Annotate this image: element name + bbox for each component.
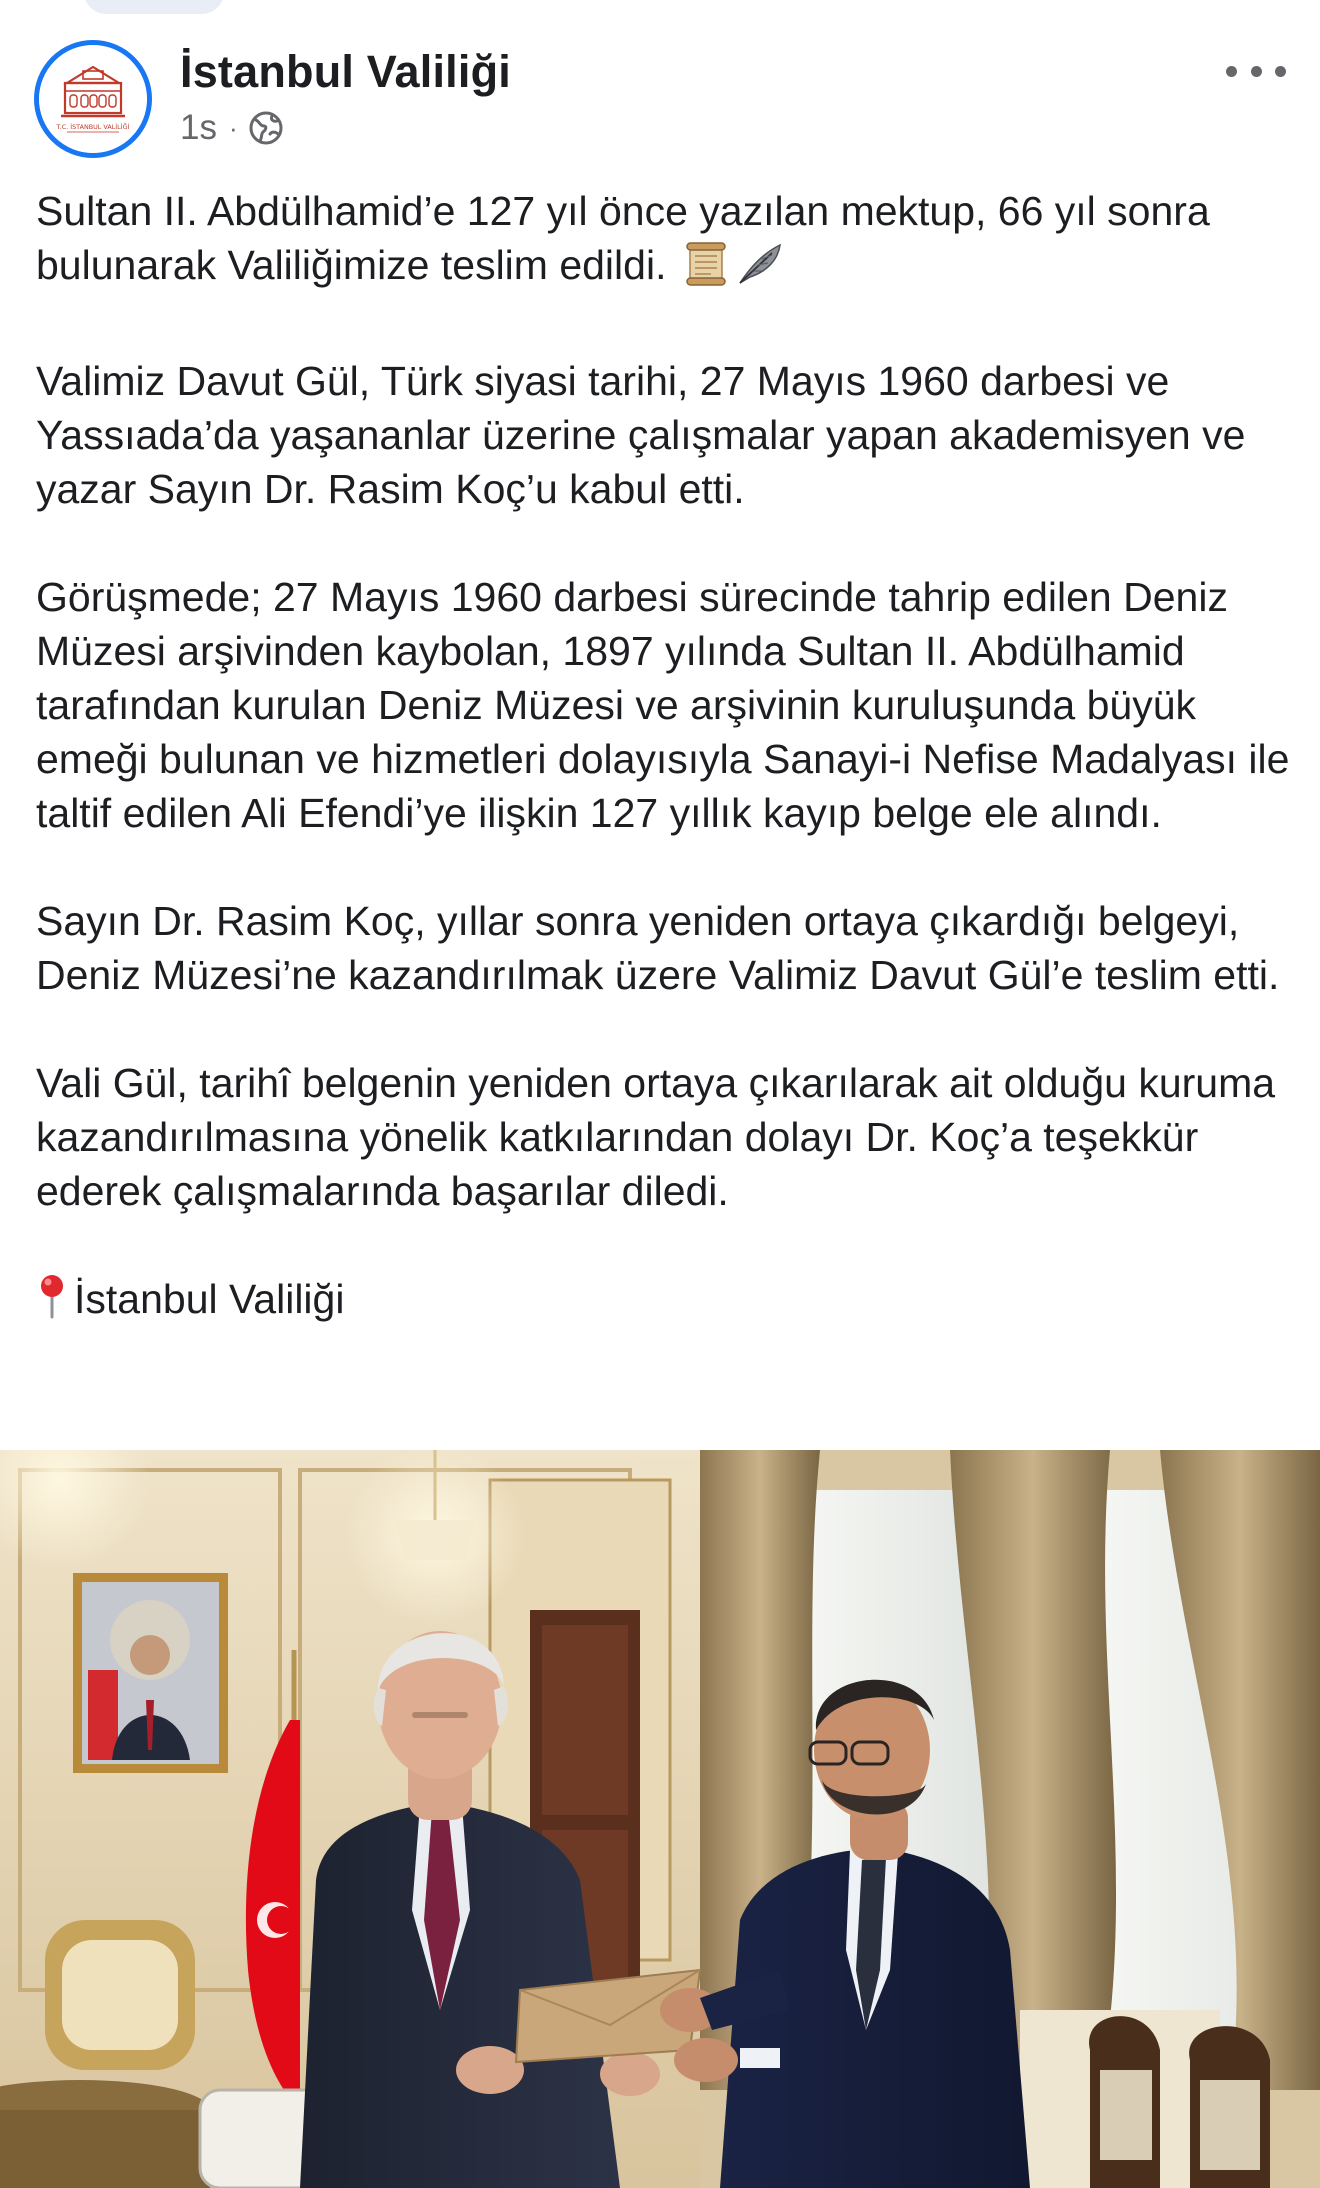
feather-icon [734, 241, 784, 300]
post-paragraph: Sayın Dr. Rasim Koç, yıllar sonra yeniden ortaya çıkardığı belgeyi, Deniz Müzesi’ne kazandırılmak üzere Valimiz Davut Gül’e teslim etti. [36, 898, 1280, 998]
more-dot [1275, 66, 1286, 77]
post-timestamp[interactable]: 1s [180, 108, 217, 147]
post-text [36, 184, 1292, 1332]
globe-icon[interactable] [248, 110, 284, 146]
more-options-icon[interactable] [1226, 54, 1286, 88]
more-dot [1251, 66, 1262, 77]
post-photo[interactable] [0, 1450, 1320, 2188]
post-header [0, 36, 1320, 166]
post-location-label[interactable]: İstanbul Valiliği [74, 1276, 345, 1322]
post-paragraph-text: Sultan II. Abdülhamid’e 127 yıl önce yazılan mektup, 66 yıl sonra bulunarak Valiliğimize teslim edildi. [36, 188, 1210, 288]
istanbul-valiligi-logo-icon[interactable] [34, 40, 152, 158]
meta-separator: · [228, 112, 238, 143]
post-paragraph: Vali Gül, tarihî belgenin yeniden ortaya çıkarılarak ait olduğu kuruma kazandırılmasına yönelik katkılarından dolayı Dr. Koç’a teşekkür ederek çalışmalarında başarılar diledi. [36, 1060, 1276, 1214]
post-paragraph [36, 184, 1292, 300]
post-location [36, 1272, 1292, 1332]
more-dot [1226, 66, 1237, 77]
round-pushpin-icon [36, 1273, 68, 1332]
post-paragraph: Valimiz Davut Gül, Türk siyasi tarihi, 27 Mayıs 1960 darbesi ve Yassıada’da yaşananlar üzerine çalışmalar yapan akademisyen ve yazar Sayın Dr. Rasim Koç’u kabul etti. [36, 358, 1246, 512]
post-paragraph: Görüşmede; 27 Mayıs 1960 darbesi sürecinde tahrip edilen Deniz Müzesi arşivinden kaybolan, 1897 yılında Sultan II. Abdülhamid tarafından kurulan Deniz Müzesi ve arşivinin kuruluşunda büyük emeği bulunan ve hizmetleri dolayısıyla Sanayi-i Nefise Madalyası ile taltif edilen Ali Efendi’ye ilişkin 127 yıllık kayıp belge ele alındı. [36, 574, 1290, 836]
post-meta [180, 106, 284, 150]
scroll-icon [684, 241, 728, 300]
top-pill-fragment [84, 0, 224, 14]
page-name-link[interactable]: İstanbul Valiliği [180, 46, 511, 97]
logo-caption-text: T.C. İSTANBUL VALİLİĞİ [56, 123, 130, 131]
